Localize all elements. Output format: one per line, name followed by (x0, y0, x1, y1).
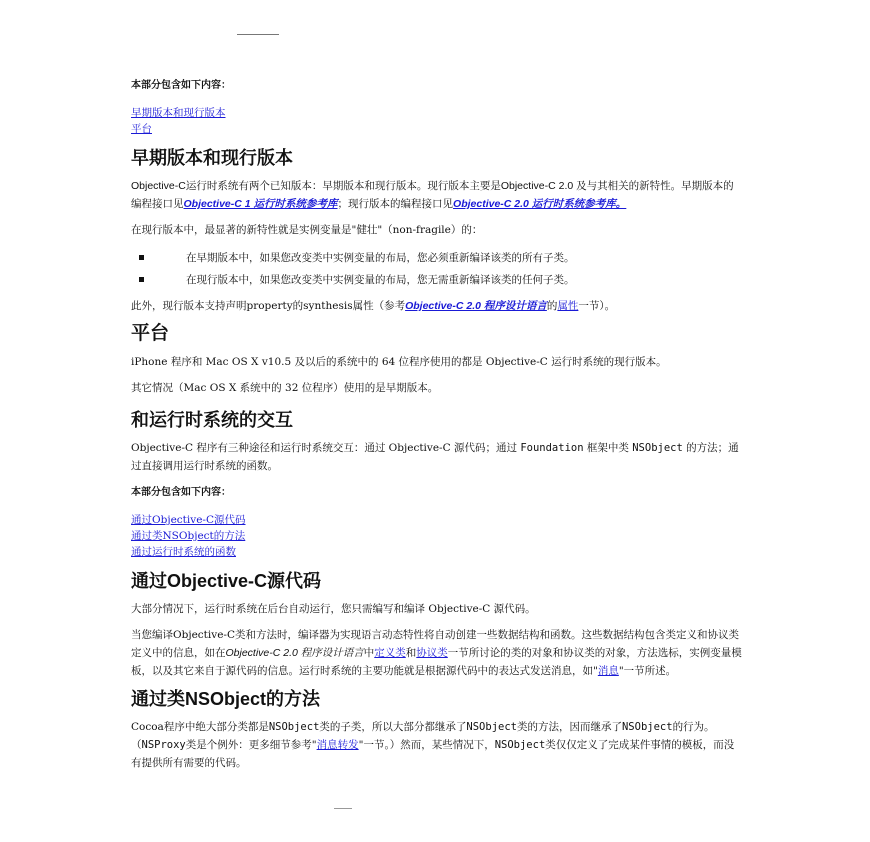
contents-label-2: 本部分包含如下内容： (131, 487, 231, 498)
link-forwarding[interactable]: 消息转发 (316, 739, 359, 751)
bullet-icon (139, 277, 144, 282)
paragraph-platform-1: iPhone 程序和 Mac OS X v10.5 及以后的系统中的 64 位程序使用的都是 Objective-C 运行时系统的现行版本。 (131, 356, 667, 368)
link-runtime-ref-1[interactable]: Objective-C 1 运行时系统参考库 (183, 198, 338, 210)
paragraph-interaction: Objective-C 程序有三种途径和运行时系统交互：通过 Objective-C 源代码；通过 Foundation 框架中类 NSObject 的方法；通过直接调用运行时系统的函数。 (131, 442, 739, 472)
paragraph-versions-intro: Objective-C运行时系统有两个已知版本：早期版本和现行版本。现行版本主要是Objective-C 2.0 及与其相关的新特性。早期版本的编程接口见Objective-C 1 运行时系统参考库；现行版本的编程接口见Objective-C 2.0 运行时系统参考库。 (131, 180, 734, 210)
bullet-list (131, 247, 743, 291)
paragraph-source-2: 当您编译Objective-C类和方法时，编译器为实现语言动态特性将自动创建一些数据结构和函数。这些数据结构包含类定义和协议类定义中的信息，如在Objective-C 2.0 程序设计语言中定义类和协议类一节所讨论的类的对象和协议类的对象，方法选标，实例变量模板，以及其它来自于源代码的信息。运行时系统的主要功能就是根据源代码中的表达式发送消息，如"消息"一节所述。 (131, 629, 742, 677)
paragraph-platform-2: 其它情况（Mac OS X 系统中的 32 位程序）使用的是早期版本。 (131, 382, 439, 394)
toc-link-source[interactable]: 通过Objective-C源代码 (131, 514, 246, 526)
header-rule (237, 34, 279, 35)
toc-link-platform[interactable]: 平台 (131, 123, 152, 135)
section-heading-interaction: 和运行时系统的交互 (131, 410, 293, 430)
paragraph-nsobject: Cocoa程序中绝大部分类都是NSObject类的子类，所以大部分都继承了NSObject类的方法，因而继承了NSObject的行为。（NSProxy类是个例外：更多细节参考"消息转发"一节。）然而，某些情况下，NSObject类仅仅定义了完成某件事情的模板，而没有提供所有需要的代码。 (131, 721, 735, 769)
footer-rule (334, 808, 352, 809)
section-heading-source: 通过Objective-C源代码 (131, 571, 322, 591)
link-protocol[interactable]: 协议类 (416, 647, 448, 659)
link-programming-language[interactable]: Objective-C 2.0 程序设计语言 (405, 300, 547, 312)
document-content (131, 76, 743, 780)
toc-list (131, 105, 743, 137)
section-heading-nsobject: 通过类NSObject的方法 (131, 689, 321, 709)
list-item: 在现行版本中，如果您改变类中实例变量的布局，您无需重新编译该类的任何子类。 (131, 269, 743, 291)
toc-link-nsobject[interactable]: 通过类NSObject的方法 (131, 530, 246, 542)
section-heading-platform: 平台 (131, 323, 170, 344)
toc-list-2 (131, 512, 743, 560)
toc-link-functions[interactable]: 通过运行时系统的函数 (131, 546, 236, 558)
paragraph-property: 此外，现行版本支持声明property的synthesis属性（参考Objective-C 2.0 程序设计语言的属性一节）。 (131, 300, 616, 312)
list-item: 在早期版本中，如果您改变类中实例变量的布局，您必须重新编译该类的所有子类。 (131, 247, 743, 269)
contents-label: 本部分包含如下内容： (131, 80, 231, 91)
toc-link-versions[interactable]: 早期版本和现行版本 (131, 107, 226, 119)
link-messages[interactable]: 消息 (597, 665, 619, 677)
bullet-icon (139, 255, 144, 260)
link-define-class[interactable]: 定义类 (374, 647, 406, 659)
paragraph-non-fragile: 在现行版本中，最显著的新特性就是实例变量是"健壮"（non-fragile）的： (131, 224, 483, 236)
link-properties[interactable]: 属性 (557, 300, 579, 312)
link-runtime-ref-2[interactable]: Objective-C 2.0 运行时系统参考库。 (453, 198, 627, 210)
section-heading-versions: 早期版本和现行版本 (131, 148, 293, 168)
paragraph-source-1: 大部分情况下，运行时系统在后台自动运行，您只需编写和编译 Objective-C 源代码。 (131, 603, 536, 615)
